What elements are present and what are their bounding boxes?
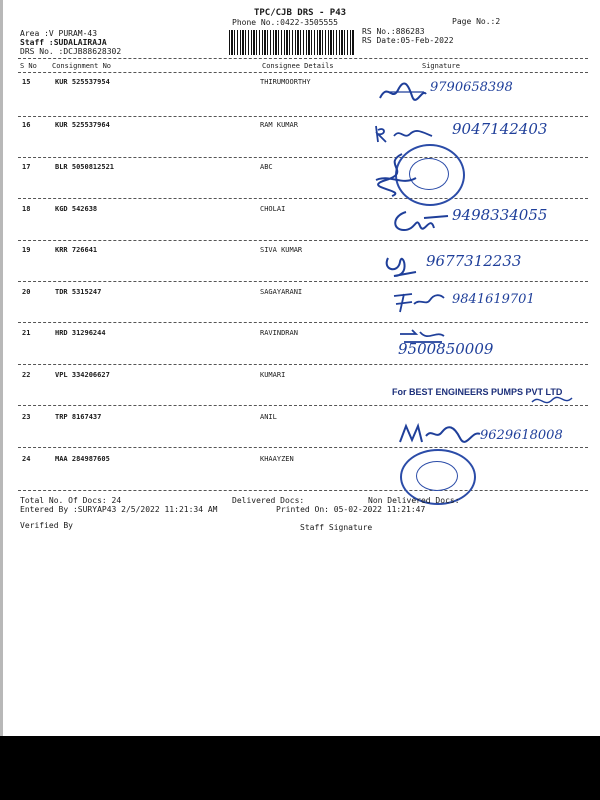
divider — [18, 490, 588, 491]
row-sno: 21 — [22, 329, 31, 337]
page-number: Page No.:2 — [452, 17, 501, 26]
divider — [18, 240, 588, 241]
drs-number: DRS No. :DCJB88628302 — [20, 47, 122, 56]
handwritten-phone: 9629618008 — [480, 428, 563, 443]
row-consignee: CHOLAI — [260, 205, 286, 213]
area-label: Area :V PURAM-43 — [20, 29, 98, 38]
verified-by: Verified By — [20, 521, 73, 530]
divider — [18, 72, 588, 73]
row-consignment: KRR 726641 — [55, 246, 98, 254]
row-consignee: THIRUMOORTHY — [260, 78, 311, 86]
staff-label: Staff :SUDALAIRAJA — [20, 38, 107, 47]
column-header-consignee: Consignee Details — [262, 62, 334, 70]
handwritten-phone: 9790658398 — [430, 80, 513, 95]
barcode-image — [229, 30, 354, 55]
row-consignee: ABC — [260, 163, 273, 171]
divider — [18, 281, 588, 282]
signature-scribble — [530, 392, 574, 410]
row-sno: 19 — [22, 246, 31, 254]
handwritten-phone: 9500850009 — [398, 340, 494, 358]
total-docs: Total No. Of Docs: 24 — [20, 496, 122, 505]
signature-scribble — [378, 80, 428, 104]
row-consignment: VPL 334206627 — [55, 371, 110, 379]
scan-border — [0, 736, 600, 800]
signature-scribble — [390, 290, 446, 316]
row-consignee: RAM KUMAR — [260, 121, 298, 129]
signature-scribble — [398, 422, 482, 448]
rs-date: RS Date:05-Feb-2022 — [362, 36, 454, 45]
table-row — [0, 455, 600, 475]
company-stamp: For BEST ENGINEERS PUMPS PVT LTD — [392, 387, 563, 397]
divider — [18, 322, 588, 323]
row-consignment: KGD 542638 — [55, 205, 98, 213]
row-sno: 22 — [22, 371, 31, 379]
non-delivered-docs: Non Delivered Docs: — [368, 496, 460, 505]
row-consignee: KHAAYZEN — [260, 455, 294, 463]
entered-by: Entered By :SURYAP43 2/5/2022 11:21:34 AM — [20, 505, 218, 514]
row-consignee: RAVINDRAN — [260, 329, 298, 337]
table-row — [0, 329, 600, 349]
row-consignee: SIVA KUMAR — [260, 246, 303, 254]
row-consignment: HRD 31296244 — [55, 329, 106, 337]
column-header-signature: Signature — [422, 62, 460, 70]
row-sno: 16 — [22, 121, 31, 129]
divider — [18, 447, 588, 448]
row-sno: 15 — [22, 78, 31, 86]
column-header-sno: S No — [20, 62, 37, 70]
row-consignee: ANIL — [260, 413, 277, 421]
page-edge-shadow — [0, 0, 3, 736]
divider — [18, 157, 588, 158]
table-row — [0, 163, 600, 183]
signature-scribble — [380, 252, 420, 280]
column-header-consignment: Consignment No — [52, 62, 112, 70]
row-consignment: KUR 525537954 — [55, 78, 110, 86]
divider — [18, 58, 588, 59]
signature-scribble — [372, 150, 422, 200]
row-sno: 20 — [22, 288, 31, 296]
handwritten-phone: 9498334055 — [452, 206, 548, 224]
signature-scribble — [390, 208, 450, 234]
row-consignment: BLR 5050812521 — [55, 163, 115, 171]
row-consignment: TDR 5315247 — [55, 288, 102, 296]
phone-number: Phone No.:0422-3505555 — [232, 18, 338, 27]
rs-number: RS No.:886283 — [362, 27, 425, 36]
row-sno: 17 — [22, 163, 31, 171]
delivered-docs: Delivered Docs: — [232, 496, 305, 505]
row-consignment: TRP 8167437 — [55, 413, 102, 421]
handwritten-phone: 9841619701 — [452, 292, 535, 307]
row-consignment: MAA 284987605 — [55, 455, 110, 463]
row-sno: 23 — [22, 413, 31, 421]
printed-on: Printed On: 05-02-2022 11:21:47 — [276, 505, 426, 514]
row-sno: 24 — [22, 455, 31, 463]
document-title: TPC/CJB DRS - P43 — [253, 8, 347, 18]
handwritten-phone: 9047142403 — [452, 120, 548, 138]
divider — [18, 116, 588, 117]
signature-scribble — [372, 122, 442, 146]
divider — [18, 198, 588, 199]
divider — [18, 405, 588, 406]
row-sno: 18 — [22, 205, 31, 213]
divider — [18, 364, 588, 365]
row-consignment: KUR 525537964 — [55, 121, 110, 129]
handwritten-phone: 9677312233 — [426, 252, 522, 270]
row-consignee: KUMARI — [260, 371, 286, 379]
staff-signature-label: Staff Signature — [300, 523, 373, 532]
row-consignee: SAGAYARANI — [260, 288, 303, 296]
